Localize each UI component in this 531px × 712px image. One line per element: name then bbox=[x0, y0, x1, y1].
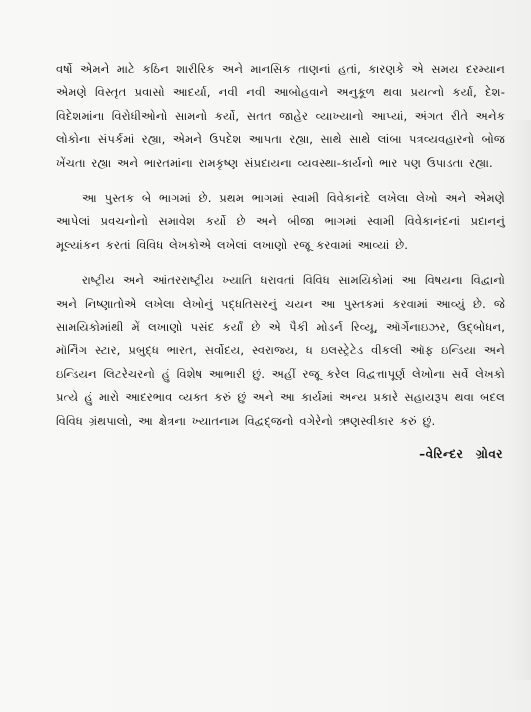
paragraph-3: રાષ્ટ્રીય અને આંતરરાષ્ટ્રીય ખ્યાતિ ધરાવતાં વિવિધ સામયિકોમાં આ વિષયના વિદ્વાનો અને નિષ્ણાતોએ લખેલા લેખોનું પદ્ધતિસરનું ચયન આ પુસ્તકમાં કરવામાં આવ્યું છે. જે સામયિકોમાંથી મેં લખાણો પસંદ કર્યાં છે એ પૈકી મોડર્ન રિવ્યૂ, ઑર્ગેનાઇઝર, ઉદ્‌બોધન, મૉર્નિંગ સ્ટાર, પ્રબુદ્ધ ભારત, સર્વોદય, સ્વરાજ્ય, ધ ઇલસ્ટ્રેટેડ વીકલી ઑફ ઇન્ડિયા અને ઇન્ડિયન લિટરેચરનો હું વિશેષ આભારી છું. અહીં રજૂ કરેલ વિદ્વત્તાપૂર્ણ લેખોના સર્વે લેખકો પ્રત્યે હું મારો આદરભાવ વ્યક્ત કરું છું અને આ કાર્યમાં અન્ય પ્રકારે સહાયરૂપ થવા બદલ વિવિધ ગ્રંથપાલો, આ ક્ષેત્રના ખ્યાતનામ વિદ્વદ્‌જનો વગેરેનો ઋણસ્વીકાર કરું છું. bbox=[56, 273, 505, 428]
paragraph-1: વર્ષો એમને માટે કઠિન શારીરિક અને માનસિક તાણનાં હતાં, કારણકે એ સમય દરમ્યાન એમણે વિસ્તૃત પ્રવાસો આદર્યા, નવી નવી આબોહવાને અનુકૂળ થવા પ્રયત્નો કર્યા, દેશ-વિદેશમાંના વિરોધીઓનો સામનો કર્યો, સતત જાહેર વ્યાખ્યાનો આપ્યાં, અંગત રીતે અનેક લોકોના સંપર્કમાં રહ્યા, એમને ઉપદેશ આપતા રહ્યા, સાથે સાથે લાંબા પત્રવ્યવહારનો બોજ ખેંચતા રહ્યા અને ભારતમાંના રામકૃષ્ણ સંપ્રદાયના વ્યવસ્થા-કાર્યનો ભાર પણ ઉપાડતા રહ્યા. bbox=[56, 62, 505, 170]
paragraph-2: આ પુસ્તક બે ભાગમાં છે. પ્રથમ ભાગમાં સ્વામી વિવેકાનંદે લખેલા લેખો અને એમણે આપેલાં પ્રવચનોનો સમાવેશ કર્યો છે અને બીજા ભાગમાં સ્વામી વિવેકાનંદનાં પ્રદાનનું મૂલ્યાંકન કરતાં વિવિધ લેખકોએ લખેલાં લખાણો રજૂ કરવામાં આવ્યાં છે. bbox=[56, 191, 505, 252]
author-signature: –વેરિન્દર ગ્રોવર bbox=[419, 447, 503, 462]
page-edge-shadow bbox=[509, 120, 531, 680]
